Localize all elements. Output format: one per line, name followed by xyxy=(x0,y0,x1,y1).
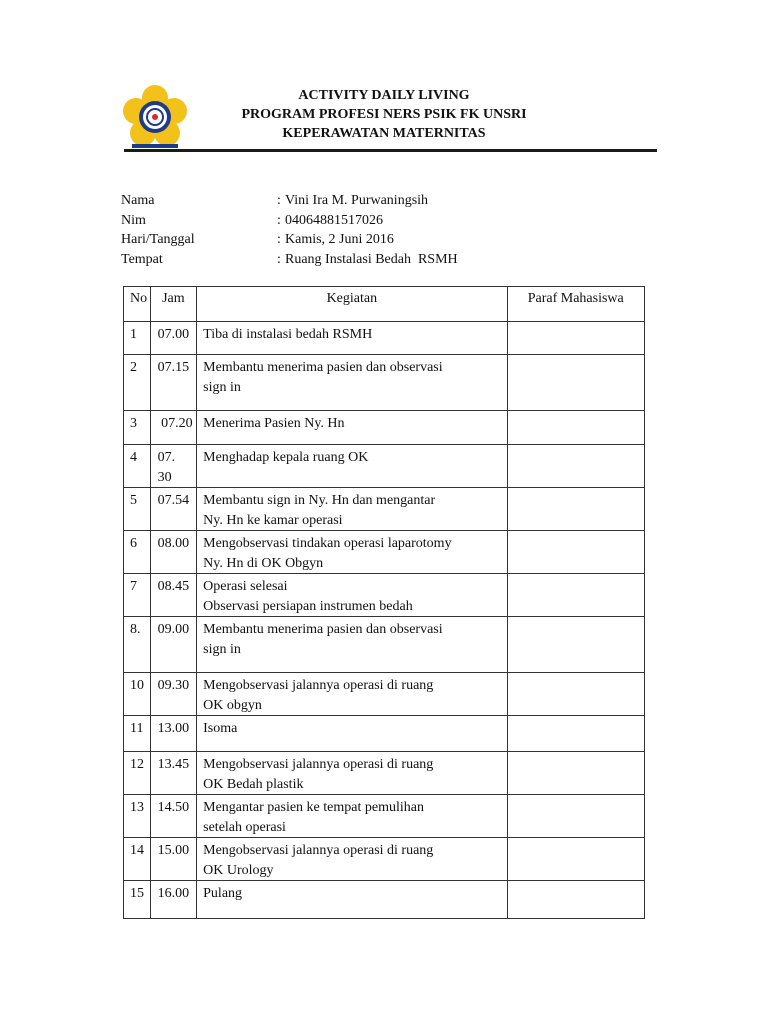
header-no: No xyxy=(124,287,151,322)
table-row xyxy=(124,838,645,881)
table-row xyxy=(124,411,645,445)
kegiatan-line: Operasi selesai xyxy=(203,579,288,594)
header-jam: Jam xyxy=(150,287,197,322)
cell-jam: 07.15 xyxy=(150,355,197,411)
identity-value: 04064881517026 xyxy=(285,212,383,228)
table-row xyxy=(124,322,645,355)
cell-no: 2 xyxy=(124,355,151,411)
cell-no: 8. xyxy=(124,617,151,673)
cell-no: 7 xyxy=(124,574,151,617)
identity-row-nama xyxy=(121,191,458,211)
cell-jam: 07.20 xyxy=(150,411,197,445)
kegiatan-line: Mengantar pasien ke tempat pemulihan xyxy=(203,800,424,815)
university-seal-logo xyxy=(122,84,188,150)
cell-jam: 08.45 xyxy=(150,574,197,617)
cell-no: 4 xyxy=(124,445,151,488)
kegiatan-line: Menghadap kepala ruang OK xyxy=(203,450,369,465)
identity-value: Vini Ira M. Purwaningsih xyxy=(285,193,429,208)
identity-row-place xyxy=(121,250,458,270)
kegiatan-line: OK obgyn xyxy=(203,697,262,713)
cell-jam: 09.00 xyxy=(150,617,197,673)
table-row xyxy=(124,445,645,488)
title-line-2: PROGRAM PROFESI NERS PSIK FK UNSRI xyxy=(241,107,527,122)
cell-paraf xyxy=(507,411,644,445)
kegiatan-line: Membantu sign in Ny. Hn dan mengantar xyxy=(203,493,436,508)
cell-paraf xyxy=(507,716,644,752)
cell-jam: 07. 30 xyxy=(150,445,197,488)
kegiatan-line: Membantu menerima pasien dan observasi xyxy=(203,360,443,375)
identity-value: Kamis, 2 Juni 2016 xyxy=(285,232,394,247)
logo-ribbon xyxy=(132,144,178,148)
cell-paraf xyxy=(507,531,644,574)
cell-kegiatan xyxy=(197,752,507,795)
cell-kegiatan xyxy=(197,322,507,355)
table-header-row xyxy=(124,287,645,322)
cell-no: 13 xyxy=(124,795,151,838)
title-line-1: ACTIVITY DAILY LIVING xyxy=(298,88,470,103)
table-row xyxy=(124,752,645,795)
identity-row-nim xyxy=(121,211,458,231)
cell-no: 11 xyxy=(124,716,151,752)
cell-kegiatan xyxy=(197,531,507,574)
table-row xyxy=(124,881,645,919)
kegiatan-line: Mengobservasi jalannya operasi di ruang xyxy=(203,757,434,772)
cell-jam: 07.54 xyxy=(150,488,197,531)
cell-jam: 08.00 xyxy=(150,531,197,574)
cell-no: 1 xyxy=(124,322,151,355)
identity-row-date xyxy=(121,230,458,250)
cell-paraf xyxy=(507,881,644,919)
kegiatan-line: sign in xyxy=(203,641,241,657)
table-body xyxy=(124,322,645,919)
cell-no: 14 xyxy=(124,838,151,881)
cell-paraf xyxy=(507,488,644,531)
activity-table xyxy=(123,286,645,919)
cell-kegiatan xyxy=(197,881,507,919)
kegiatan-line: Ny. Hn di OK Obgyn xyxy=(203,555,324,571)
table-row xyxy=(124,574,645,617)
kegiatan-line: Mengobservasi jalannya operasi di ruang xyxy=(203,843,434,858)
cell-kegiatan xyxy=(197,838,507,881)
table-row xyxy=(124,488,645,531)
cell-kegiatan xyxy=(197,673,507,716)
identity-label: Hari/Tanggal xyxy=(121,232,195,247)
kegiatan-line: Membantu menerima pasien dan observasi xyxy=(203,622,443,637)
cell-paraf xyxy=(507,445,644,488)
kegiatan-line: Isoma xyxy=(203,721,238,736)
cell-paraf xyxy=(507,322,644,355)
cell-paraf xyxy=(507,355,644,411)
cell-no: 12 xyxy=(124,752,151,795)
identity-separator: : xyxy=(277,251,281,267)
cell-jam: 07.00 xyxy=(150,322,197,355)
header-kegiatan: Kegiatan xyxy=(197,287,507,322)
cell-jam: 09.30 xyxy=(150,673,197,716)
identity-value: Ruang Instalasi Bedah RSMH xyxy=(285,251,458,267)
cell-no: 5 xyxy=(124,488,151,531)
cell-jam: 15.00 xyxy=(150,838,197,881)
cell-kegiatan xyxy=(197,355,507,411)
kegiatan-line: Mengobservasi tindakan operasi laparotomy xyxy=(203,536,452,551)
cell-kegiatan xyxy=(197,795,507,838)
cell-jam: 13.45 xyxy=(150,752,197,795)
cell-no: 15 xyxy=(124,881,151,919)
cell-jam: 13.00 xyxy=(150,716,197,752)
kegiatan-line: Mengobservasi jalannya operasi di ruang xyxy=(203,678,434,693)
kegiatan-line: Observasi persiapan instrumen bedah xyxy=(203,598,413,614)
header-paraf: Paraf Mahasiswa xyxy=(507,287,644,322)
header-divider xyxy=(124,149,657,152)
cell-jam: 14.50 xyxy=(150,795,197,838)
cell-jam: 16.00 xyxy=(150,881,197,919)
document-header xyxy=(200,86,568,143)
identity-separator: : xyxy=(277,193,281,208)
identity-label: Tempat xyxy=(121,251,163,267)
kegiatan-line: OK Bedah plastik xyxy=(203,776,304,792)
cell-paraf xyxy=(507,795,644,838)
kegiatan-line: sign in xyxy=(203,379,241,395)
kegiatan-line: Ny. Hn ke kamar operasi xyxy=(203,512,343,528)
identity-label: Nama xyxy=(121,193,155,208)
title-line-3: KEPERAWATAN MATERNITAS xyxy=(282,126,486,141)
cell-no: 3 xyxy=(124,411,151,445)
table-row xyxy=(124,531,645,574)
table-row xyxy=(124,617,645,673)
kegiatan-line: Pulang xyxy=(203,886,243,901)
table-row xyxy=(124,673,645,716)
kegiatan-line: Menerima Pasien Ny. Hn xyxy=(203,416,345,431)
kegiatan-line: OK Urology xyxy=(203,862,274,878)
identity-label: Nim xyxy=(121,212,146,228)
identity-separator: : xyxy=(277,212,281,228)
table-row xyxy=(124,716,645,752)
cell-kegiatan xyxy=(197,445,507,488)
identity-block xyxy=(121,191,458,269)
kegiatan-line: setelah operasi xyxy=(203,819,286,835)
cell-paraf xyxy=(507,574,644,617)
cell-kegiatan xyxy=(197,488,507,531)
cell-paraf xyxy=(507,838,644,881)
cell-paraf xyxy=(507,617,644,673)
cell-kegiatan xyxy=(197,716,507,752)
table-row xyxy=(124,795,645,838)
cell-paraf xyxy=(507,752,644,795)
cell-kegiatan xyxy=(197,574,507,617)
cell-kegiatan xyxy=(197,617,507,673)
kegiatan-line: Tiba di instalasi bedah RSMH xyxy=(203,327,373,342)
identity-separator: : xyxy=(277,232,281,247)
cell-no: 6 xyxy=(124,531,151,574)
cell-no: 10 xyxy=(124,673,151,716)
cell-paraf xyxy=(507,673,644,716)
table-row xyxy=(124,355,645,411)
cell-kegiatan xyxy=(197,411,507,445)
